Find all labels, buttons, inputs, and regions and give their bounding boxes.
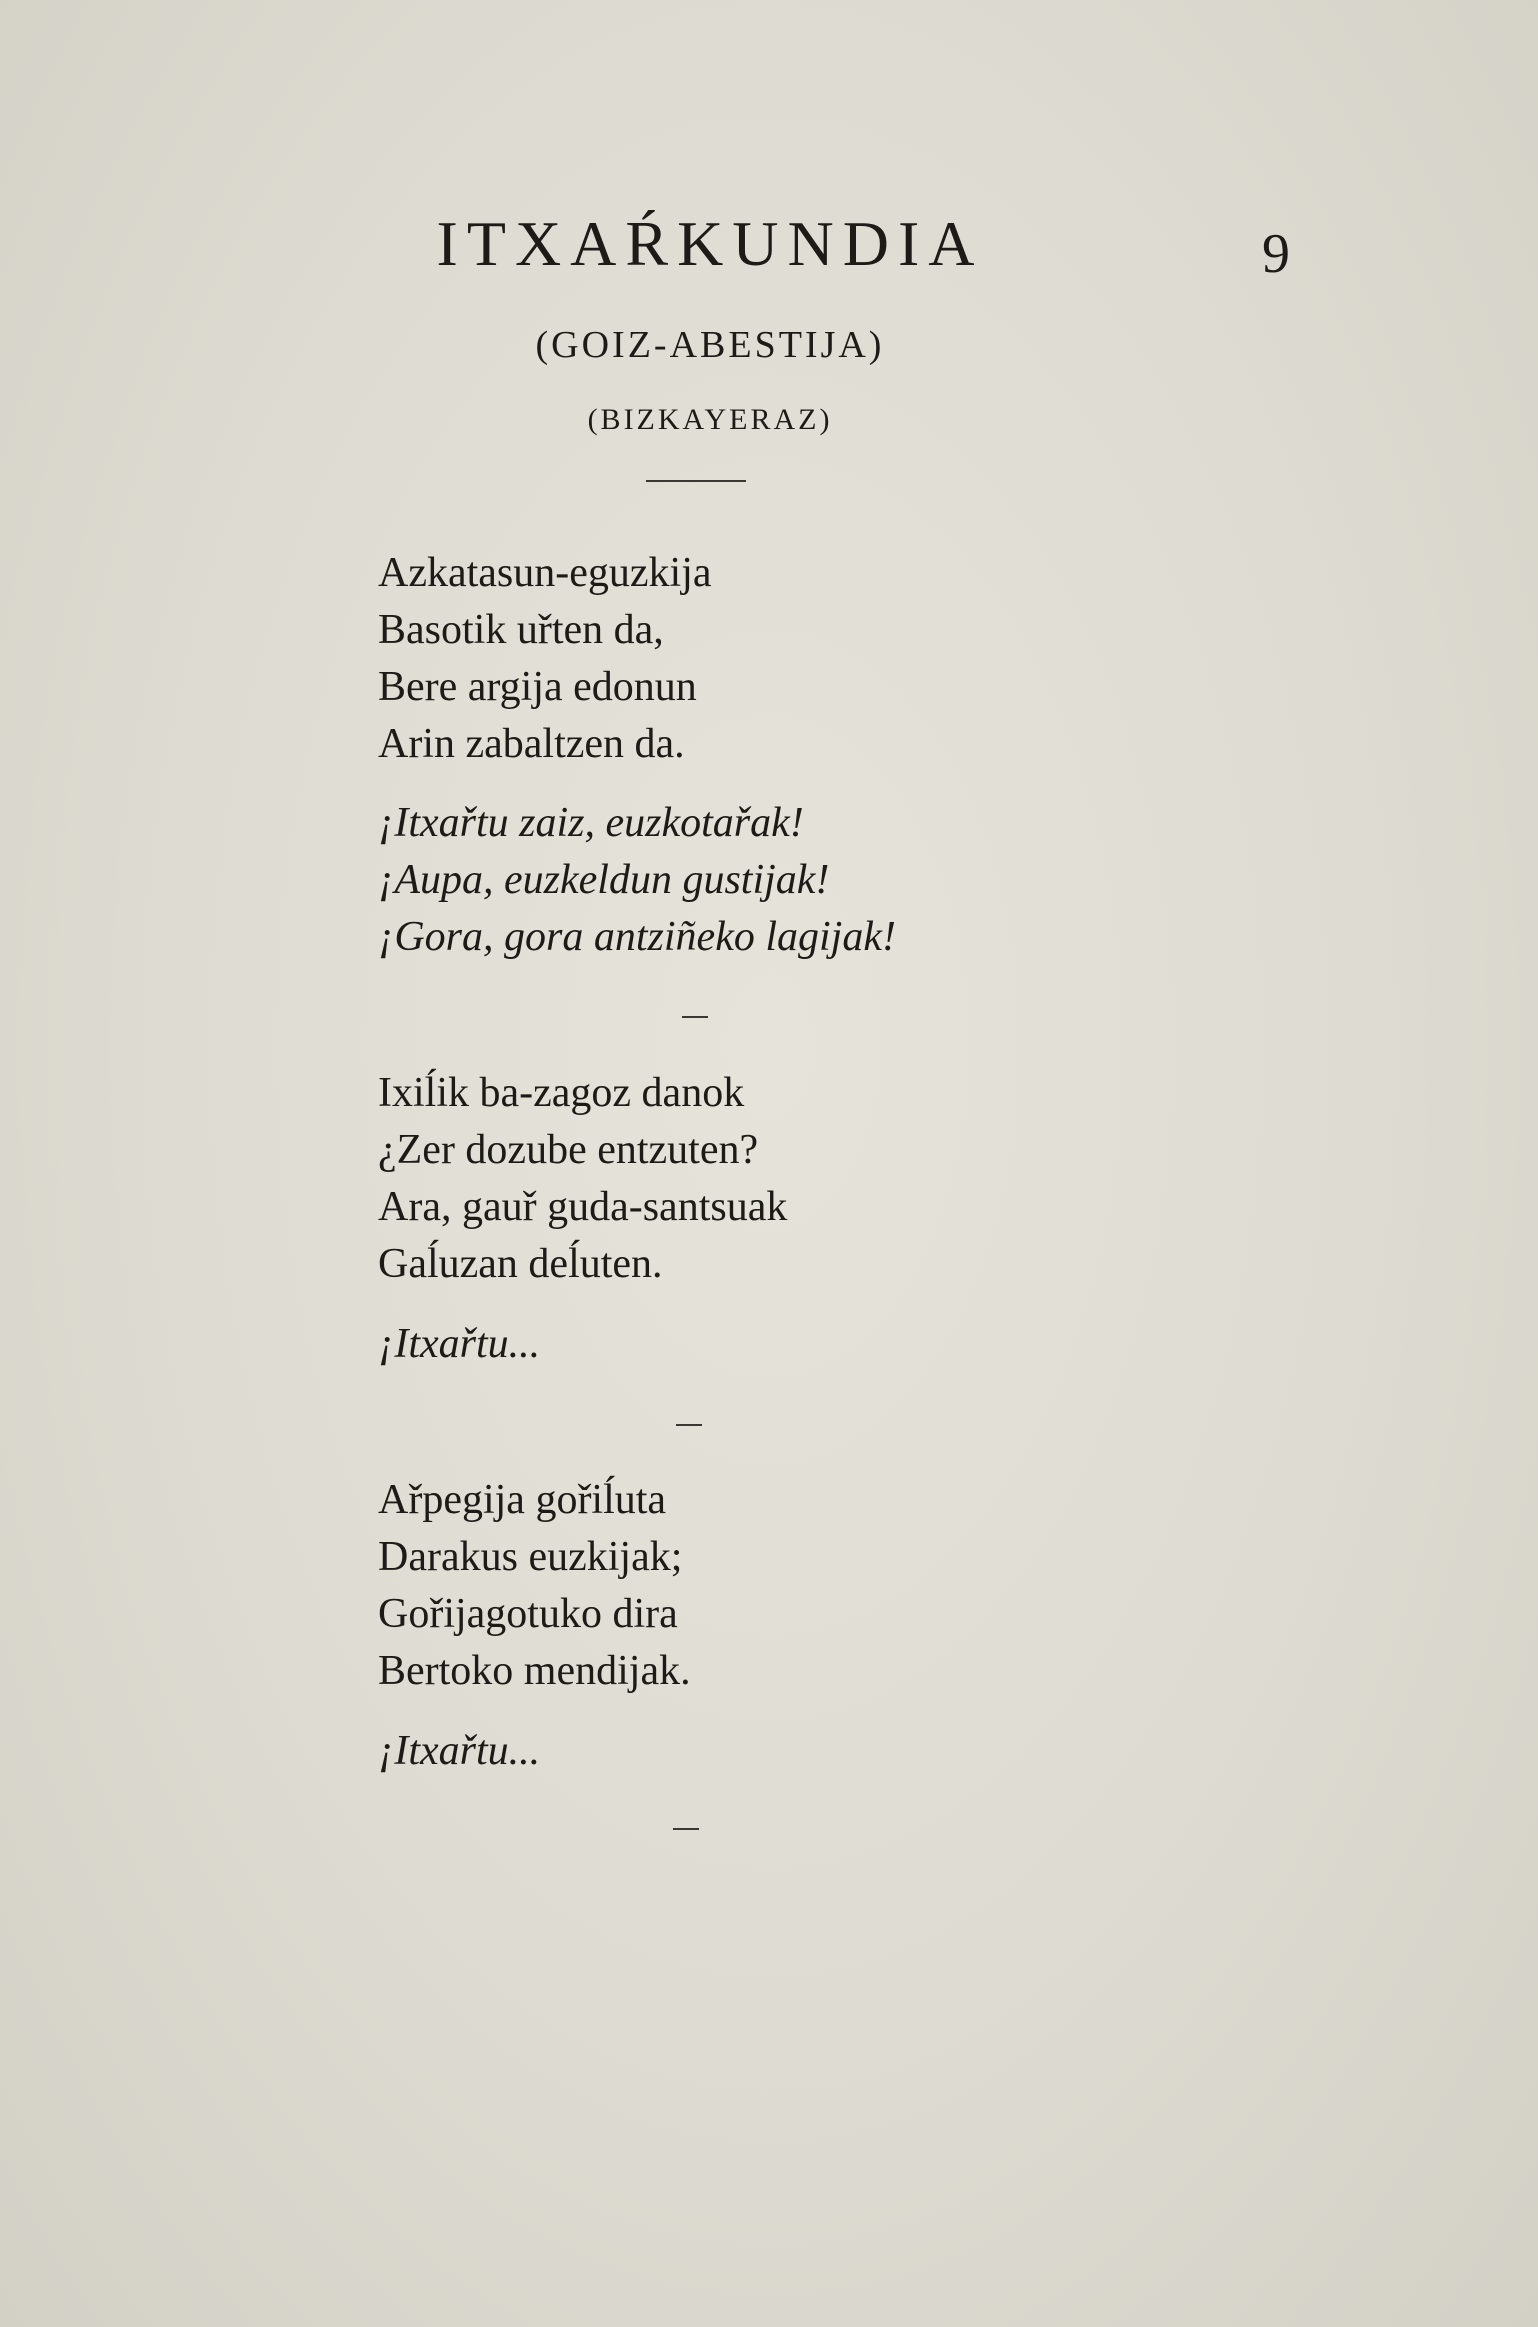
- verse-line: Gořijagotuko dira: [378, 1591, 678, 1637]
- stanza-3: [378, 1472, 1178, 1700]
- stanza-separator: [682, 1016, 708, 1018]
- verse-line: Bertoko mendijak.: [378, 1648, 691, 1694]
- verse-line: Ixiĺik ba-zagoz danok: [378, 1070, 745, 1116]
- poem-subtitle: (GOIZ-ABESTIJA): [535, 324, 885, 366]
- refrain-short-1: [378, 1316, 1178, 1373]
- verse-line: Gaĺuzan deĺuten.: [378, 1241, 663, 1287]
- verse-line: Arin zabaltzen da.: [378, 721, 685, 767]
- verse-line: Basotik uřten da,: [378, 607, 664, 653]
- verse-line: Ařpegija gořiĺuta: [378, 1477, 667, 1523]
- refrain-line: ¡Itxařtu...: [378, 1321, 541, 1367]
- stanza-separator: [673, 1828, 699, 1830]
- verse-line: Ara, gauř guda-santsuak: [378, 1184, 788, 1230]
- refrain-line: ¡Aupa, euzkeldun gustijak!: [378, 857, 830, 903]
- refrain-line: ¡Gora, gora antziñeko lagijak!: [378, 914, 896, 960]
- verse-line: Bere argija edonun: [378, 664, 697, 710]
- poem-dialect-note: (BIZKAYERAZ): [587, 403, 833, 436]
- page-number: 9: [1262, 223, 1290, 285]
- verse-line: Azkatasun-eguzkija: [378, 550, 712, 596]
- stanza-1: [378, 545, 1178, 773]
- refrain: [378, 795, 1178, 966]
- stanza-2: [378, 1065, 1178, 1293]
- title-rule: [646, 480, 746, 482]
- stanza-separator: [676, 1424, 702, 1426]
- verse-line: Darakus euzkijak;: [378, 1534, 683, 1580]
- refrain-line: ¡Itxařtu...: [378, 1728, 541, 1774]
- refrain-line: ¡Itxařtu zaiz, euzkotařak!: [378, 800, 804, 846]
- verse-line: ¿Zer dozube entzuten?: [378, 1127, 759, 1173]
- refrain-short-2: [378, 1723, 1178, 1780]
- poem-title: ITXAŔKUNDIA: [436, 208, 984, 279]
